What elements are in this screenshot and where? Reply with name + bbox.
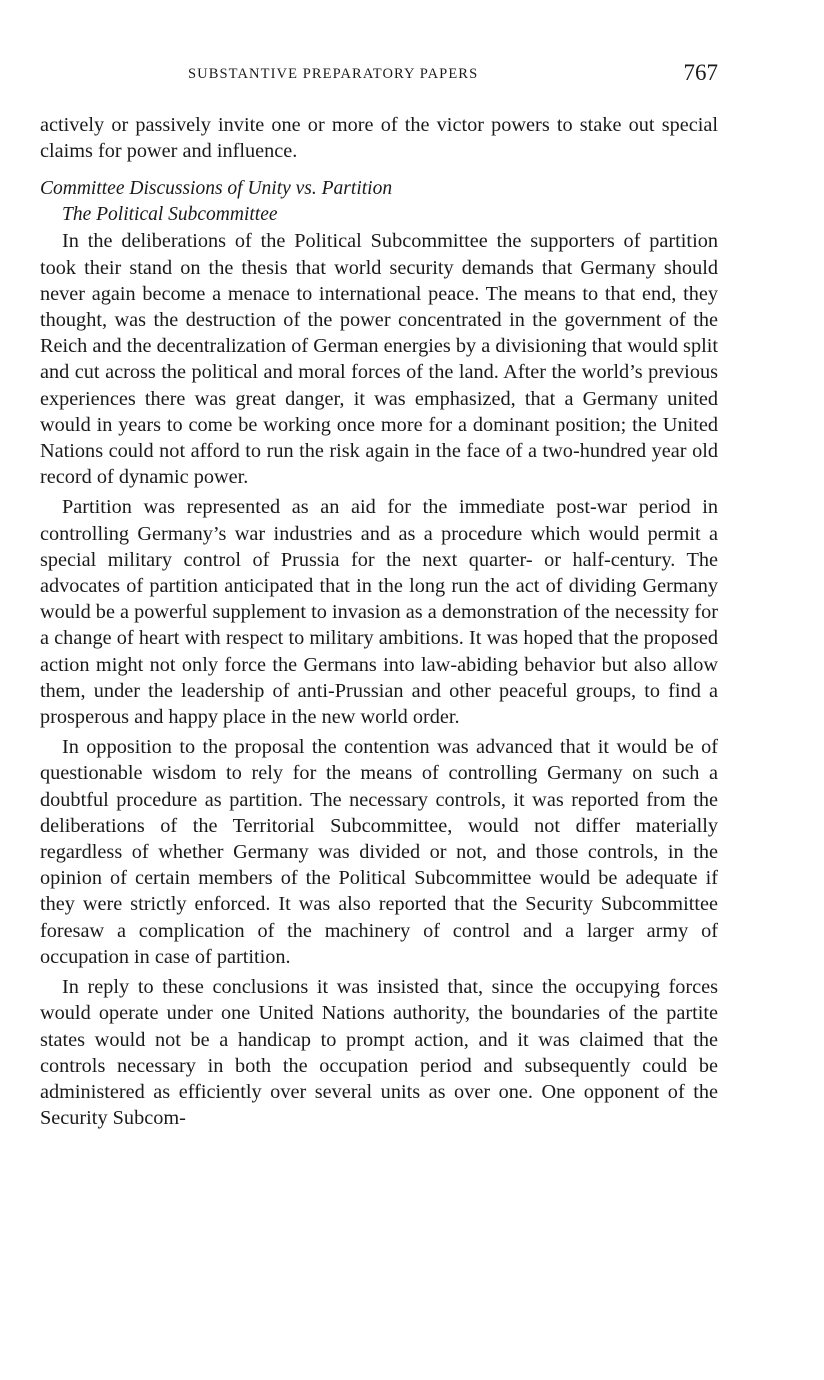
- paragraph: In opposition to the proposal the contention was advanced that it would be of questionable wisdom to rely for the means of controlling Germany on such a doubtful procedure as partition. The necessary controls, it was reported from the deliberations of the Territorial Subcommittee, would not differ materially regardless of whether Germany was divided or not, and those controls, in the opinion of certain members of the Political Subcommittee would be adequate if they were strictly enforced. It was also reported that the Security Subcommittee foresaw a complication of the machinery of control and a larger army of occupation in case of partition.: [40, 736, 718, 968]
- section-heading: Committee Discussions of Unity vs. Partition: [40, 178, 393, 200]
- paragraph: In the deliberations of the Political Subcommittee the supporters of partition took their stand on the thesis that world security demands that Germany should never again become a menace to international peace. The means to that end, they thought, was the destruction of the power concentrated in the government of the Reich and the decentralization of German energies by a divisioning that would split and cut across the political and moral forces of the land. After the world’s previous experiences there was great danger, it was emphasized, that a Germany united would in years to come be working once more for a dominant position; the United Nations could not afford to run the risk again in the face of a two-hundred year old record of dynamic power.: [40, 230, 718, 489]
- body-text: [40, 112, 718, 1131]
- page-number: 767: [683, 60, 718, 85]
- running-head: [40, 58, 718, 92]
- subsection-heading: The Political Subcommittee: [62, 204, 278, 226]
- paragraph: Partition was represented as an aid for the immediate post-war period in controlling Germany’s war industries and as a procedure which would permit a special military control of Prussia for the next quarter- or half-century. The advocates of partition anticipated that in the long run the act of dividing Germany would be a powerful supplement to invasion as a demonstration of the necessity for a change of heart with respect to military ambitions. It was hoped that the proposed action might not only force the Germans into law-abiding behavior but also allow them, under the leadership of anti-Prussian and other peaceful groups, to find a prosperous and happy place in the new world order.: [40, 496, 718, 729]
- paragraph: In reply to these conclusions it was insisted that, since the occupying forces would operate under one United Nations authority, the boundaries of the partite states would not be a handicap to prompt action, and it was claimed that the controls necessary in both the occupation period and subsequently could be administered as efficiently over several units as over one. One opponent of the Security Subcom-: [40, 976, 718, 1130]
- document-page: [40, 58, 718, 1131]
- paragraph-continuation: actively or passively invite one or more of the victor powers to stake out special claims for power and influence.: [40, 114, 718, 163]
- running-title: SUBSTANTIVE PREPARATORY PAPERS: [188, 66, 479, 82]
